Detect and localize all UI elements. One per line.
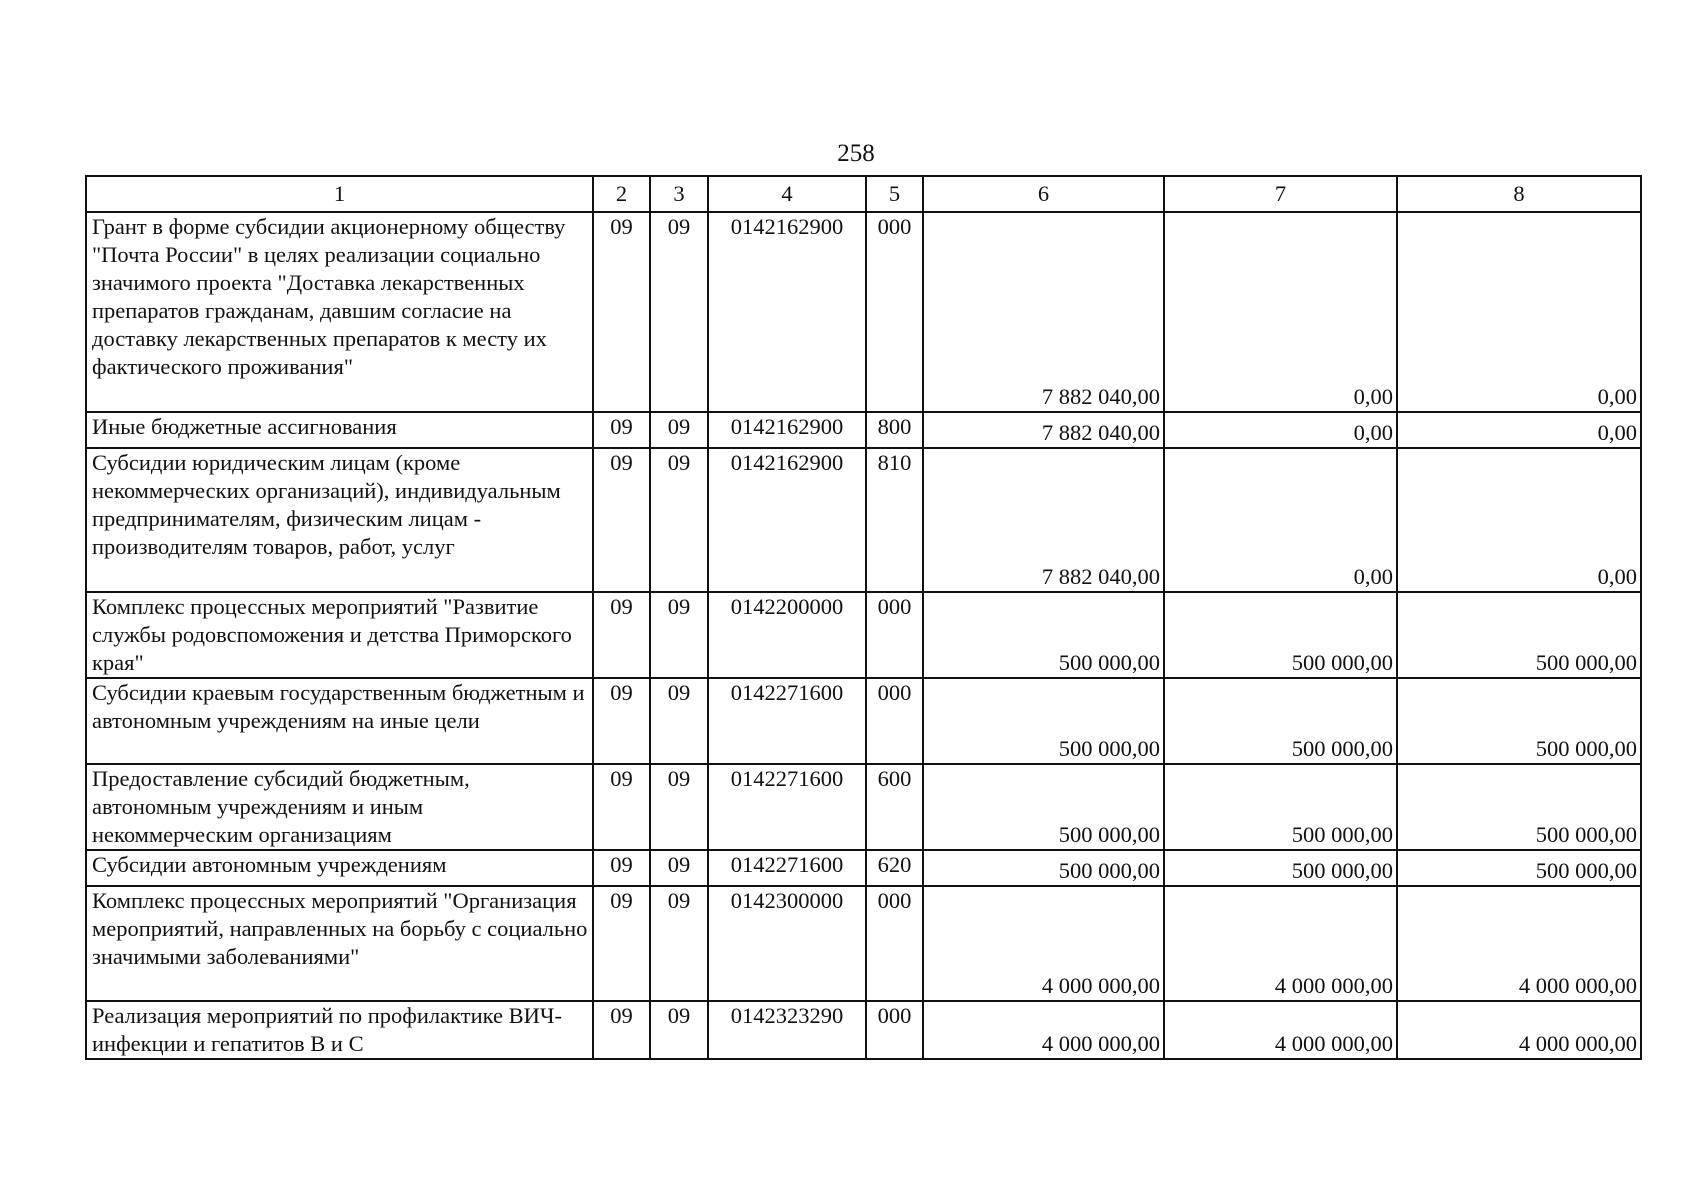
row-code-2: 09	[593, 764, 650, 850]
row-code-5: 000	[866, 678, 923, 764]
row-amount-7: 4 000 000,00	[1164, 1001, 1397, 1059]
row-code-5: 600	[866, 764, 923, 850]
row-amount-7: 500 000,00	[1164, 678, 1397, 764]
column-header-1: 1	[86, 176, 593, 212]
column-header-6: 6	[923, 176, 1164, 212]
row-code-3: 09	[650, 448, 708, 592]
row-code-3: 09	[650, 412, 708, 448]
table-row	[86, 592, 1641, 678]
row-code-2: 09	[593, 850, 650, 886]
column-header-7: 7	[1164, 176, 1397, 212]
page-number: 258	[837, 140, 875, 167]
row-code-4: 0142271600	[708, 850, 866, 886]
budget-table	[85, 175, 1642, 1060]
row-code-5: 810	[866, 448, 923, 592]
table-row	[86, 448, 1641, 592]
row-code-2: 09	[593, 592, 650, 678]
row-code-2: 09	[593, 886, 650, 1001]
column-header-4: 4	[708, 176, 866, 212]
row-amount-8: 0,00	[1397, 412, 1641, 448]
row-name: Реализация мероприятий по профилактике ВИЧ-инфекции и гепатитов B и C	[86, 1001, 593, 1059]
row-code-5: 620	[866, 850, 923, 886]
row-code-3: 09	[650, 592, 708, 678]
row-code-3: 09	[650, 850, 708, 886]
row-name: Субсидии автономным учреждениям	[86, 850, 593, 886]
row-amount-8: 4 000 000,00	[1397, 886, 1641, 1001]
row-amount-6: 4 000 000,00	[923, 1001, 1164, 1059]
table-row	[86, 886, 1641, 1001]
row-amount-7: 500 000,00	[1164, 764, 1397, 850]
row-code-4: 0142323290	[708, 1001, 866, 1059]
row-code-2: 09	[593, 678, 650, 764]
row-code-2: 09	[593, 448, 650, 592]
row-amount-6: 7 882 040,00	[923, 448, 1164, 592]
row-amount-7: 0,00	[1164, 448, 1397, 592]
row-amount-6: 7 882 040,00	[923, 212, 1164, 412]
row-code-4: 0142271600	[708, 678, 866, 764]
table-row	[86, 412, 1641, 448]
row-amount-7: 0,00	[1164, 212, 1397, 412]
row-amount-8: 500 000,00	[1397, 850, 1641, 886]
row-name: Субсидии краевым государственным бюджетным и автономным учреждениям на иные цели	[86, 678, 593, 764]
row-name: Грант в форме субсидии акционерному обществу "Почта России" в целях реализации социально значимого проекта "Доставка лекарственных препаратов гражданам, давшим согласие на доставку лекарственных препаратов к месту их фактического проживания"	[86, 212, 593, 412]
row-amount-6: 500 000,00	[923, 678, 1164, 764]
row-code-4: 0142271600	[708, 764, 866, 850]
column-header-3: 3	[650, 176, 708, 212]
row-code-4: 0142300000	[708, 886, 866, 1001]
row-code-5: 000	[866, 212, 923, 412]
column-header-5: 5	[866, 176, 923, 212]
row-code-5: 800	[866, 412, 923, 448]
row-amount-7: 0,00	[1164, 412, 1397, 448]
row-amount-8: 500 000,00	[1397, 678, 1641, 764]
row-code-4: 0142200000	[708, 592, 866, 678]
row-name: Иные бюджетные ассигнования	[86, 412, 593, 448]
row-code-5: 000	[866, 886, 923, 1001]
row-amount-6: 500 000,00	[923, 592, 1164, 678]
row-amount-8: 500 000,00	[1397, 592, 1641, 678]
table-row	[86, 1001, 1641, 1059]
row-name: Предоставление субсидий бюджетным, автономным учреждениям и иным некоммерческим организациям	[86, 764, 593, 850]
row-code-4: 0142162900	[708, 448, 866, 592]
table-header-row	[86, 176, 1641, 212]
row-name: Комплекс процессных мероприятий "Развитие службы родовспоможения и детства Приморского края"	[86, 592, 593, 678]
row-amount-7: 500 000,00	[1164, 592, 1397, 678]
row-code-3: 09	[650, 886, 708, 1001]
row-amount-8: 500 000,00	[1397, 764, 1641, 850]
row-code-2: 09	[593, 412, 650, 448]
row-name: Субсидии юридическим лицам (кроме некоммерческих организаций), индивидуальным предпринимателям, физическим лицам - производителям товаров, работ, услуг	[86, 448, 593, 592]
row-code-2: 09	[593, 212, 650, 412]
row-code-2: 09	[593, 1001, 650, 1059]
row-code-5: 000	[866, 1001, 923, 1059]
row-amount-7: 4 000 000,00	[1164, 886, 1397, 1001]
row-amount-6: 4 000 000,00	[923, 886, 1164, 1001]
row-code-3: 09	[650, 212, 708, 412]
table-row	[86, 678, 1641, 764]
table-row	[86, 212, 1641, 412]
row-amount-6: 500 000,00	[923, 764, 1164, 850]
row-amount-6: 500 000,00	[923, 850, 1164, 886]
row-code-3: 09	[650, 678, 708, 764]
column-header-2: 2	[593, 176, 650, 212]
row-amount-8: 0,00	[1397, 212, 1641, 412]
row-code-4: 0142162900	[708, 412, 866, 448]
row-amount-7: 500 000,00	[1164, 850, 1397, 886]
row-code-3: 09	[650, 1001, 708, 1059]
row-name: Комплекс процессных мероприятий "Организация мероприятий, направленных на борьбу с социально значимыми заболеваниями"	[86, 886, 593, 1001]
table-row	[86, 764, 1641, 850]
row-amount-8: 4 000 000,00	[1397, 1001, 1641, 1059]
column-header-8: 8	[1397, 176, 1641, 212]
table-row	[86, 850, 1641, 886]
row-amount-6: 7 882 040,00	[923, 412, 1164, 448]
row-code-4: 0142162900	[708, 212, 866, 412]
row-code-5: 000	[866, 592, 923, 678]
row-amount-8: 0,00	[1397, 448, 1641, 592]
row-code-3: 09	[650, 764, 708, 850]
